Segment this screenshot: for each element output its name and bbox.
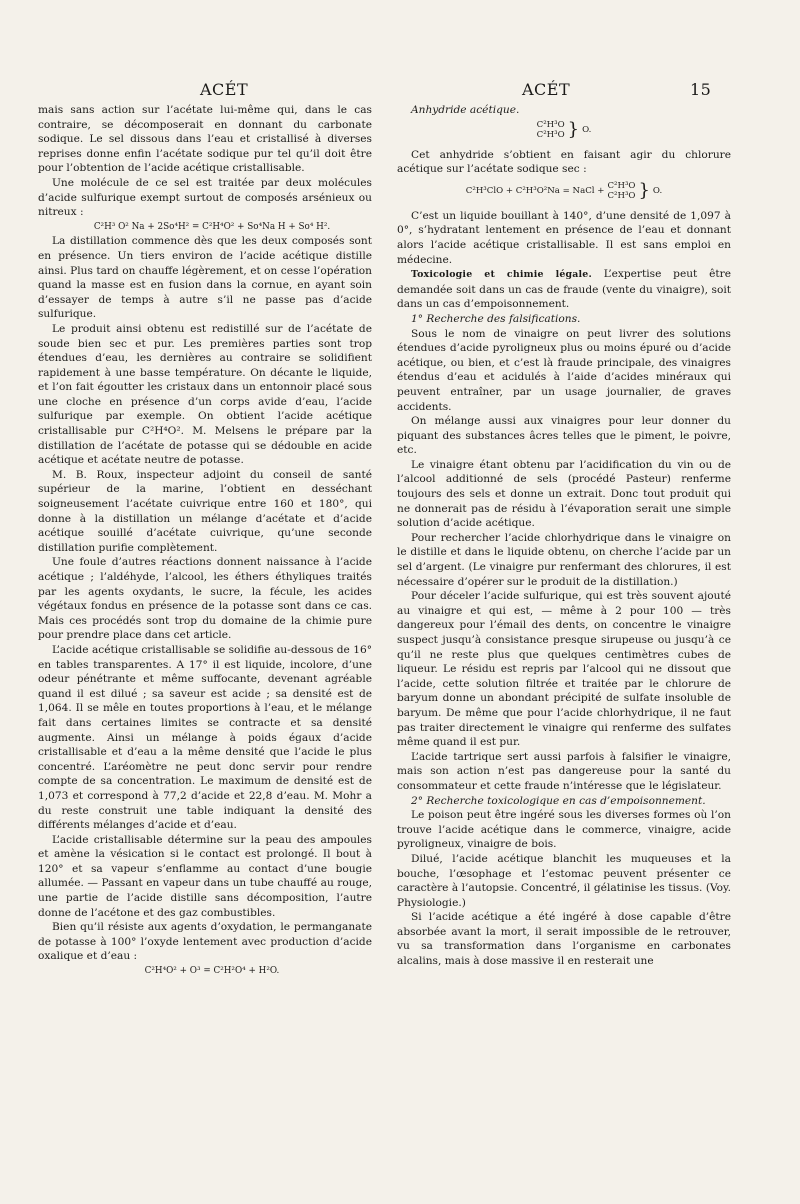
paragraph: Dilué, l’acide acétique blanchit les muqueuses et la bouche, l’œsophage et l’estomac peuvent présenter ce caractère à l’autopsie. Concentré, il gélatinise les tissus. (Voy. Physiologie.)	[397, 852, 731, 909]
paragraph: Bien qu’il résiste aux agents d’oxydation, le permanganate de potasse à 100° l’oxyde lentement avec production d’acide oxalique et d’eau :	[38, 921, 372, 963]
formula-part: C²H³O	[607, 180, 636, 191]
paragraph: M. B. Roux, inspecteur adjoint du conseil de santé supérieur de la marine, l’obtient en desséchant soigneusement l’acétate cuivrique entre 160 et 180°, qui donne à la distillation un mélange d’acétate et d’acide acétique souillé d’acétate cuivrique, qu’une seconde distillation purifie complètement.	[38, 468, 372, 554]
section-heading: Anhydride acétique.	[411, 104, 520, 116]
formula-part: C²H³ClO + C²H³O²Na = NaCl +	[465, 185, 605, 196]
left-running-head: ACÉT	[200, 80, 249, 99]
formula-part: C²H³O	[607, 190, 636, 201]
paragraph: L’acide acétique cristallisable se solidifie au-dessous de 16° en tables transparentes. A 17° il est liquide, incolore, d’une odeur pénétrante et même suffocante, devenant agréable quand il est dilué ; sa saveur est acide ; sa densité est de 1,064. Il se mêle en toutes proportions à l’eau, et le mélange fait dans certaines limites se contracte et sa densité augmente. Ainsi un mélange à poids égaux d’acide cristallisable et d’eau a la même densité que l’acide le plus concentré. L’aréomètre ne peut donc servir pour rendre compte de sa concentration. Le maximum de densité est de 1,073 et correspond à 77,2 d’acide et 22,8 d’eau. M. Mohr a du reste construit une table indiquant la densité des différents mélanges d’acide et d’eau.	[38, 643, 372, 832]
subsection-heading: 2° Recherche toxicologique en cas d’empoisonnement.	[411, 794, 706, 807]
paragraph: Une foule d’autres réactions donnent naissance à l’acide acétique ; l’aldéhyde, l’alcool, les éthers éthyliques traités par les agents oxydants, le sucre, la fécule, les acides végétaux fondus en présence de la potasse sont dans ce cas. Mais ces procédés sont trop du domaine de la chimie pure pour prendre place dans cet article.	[38, 556, 372, 642]
paragraph: mais sans action sur l’acétate lui-même qui, dans le cas contraire, se décomposerait en donnant du carbonate sodique. Le sel dissous dans l’eau et cristallisé à diverses reprises donne enfin l’acétate sodique pur tel qu’il doit être pour l’obtention de l’acide acétique cristallisable.	[38, 104, 372, 175]
paragraph: L’acide tartrique sert aussi parfois à falsifier le vinaigre, mais son action n’est pas dangereuse pour la santé du consommateur et cette fraude n’intéresse que le législateur.	[397, 750, 731, 792]
paragraph: Une molécule de ce sel est traitée par deux molécules d’acide sulfurique exempt surtout de composés arsénieux ou nitreux :	[38, 176, 372, 219]
anhydride-formula	[397, 120, 731, 140]
formula-part: C²H³O	[536, 119, 565, 130]
paragraph-text: L’expertise peut être demandée soit dans un cas de fraude (vente du vinaigre), soit dans un cas d’empoisonnement.	[397, 268, 732, 311]
paragraph: Cet anhydride s’obtient en faisant agir du chlorure acétique sur l’acétate sodique sec :	[397, 148, 731, 176]
paragraph	[397, 267, 731, 312]
formula-part: O.	[582, 124, 592, 135]
formula-part: O.	[652, 185, 663, 196]
page-number: 15	[690, 80, 712, 99]
chemical-formula: C²H³ O² Na + 2So⁴H² = C²H⁴O² + So⁴Na H + So⁴ H².	[93, 221, 331, 232]
brace-glyph: }	[567, 118, 580, 140]
paragraph: Le poison peut être ingéré sous les diverses formes où l’on trouve l’acide acétique dans le commerce, vinaigre, acide pyroligneux, vinaigre de bois.	[397, 809, 731, 851]
paragraph: C’est un liquide bouillant à 140°, d’une densité de 1,097 à 0°, s’hydratant lentement en présence de l’eau et donnant alors l’acide acétique cristallisable. Il est sans emploi en médecine.	[397, 209, 731, 266]
paragraph: Le produit ainsi obtenu est redistillé sur de l’acétate de soude bien sec et pur. Les premières parties sont trop étendues d’eau, les dernières au contraire se solidifient rapidement à une basse température. On décante le liquide, et l’on fait égoutter les cristaux dans un entonnoir placé sous une cloche en présence d’un corps avide d’eau, l’acide sulfurique par exemple. On obtient l’acide acétique cristallisable pur C²H⁴O². M. Melsens le prépare par la distillation de l’acétate de potasse qui se dédouble en acide acétique et acétate neutre de potasse.	[38, 322, 372, 467]
chemical-formula: C²H⁴O² + O³ = C²H²O⁴ + H²O.	[144, 966, 280, 977]
left-column	[38, 103, 372, 979]
paragraph: Le vinaigre étant obtenu par l’acidification du vin ou de l’alcool additionné de sels (procédé Pasteur) renferme toujours des sels et donne un extrait. Donc tout produit qui ne donnerait pas de résidu à l’évaporation serait une simple solution d’acide acétique.	[397, 458, 731, 530]
paragraph: L’acide cristallisable détermine sur la peau des ampoules et amène la vésication si le contact est prolongé. Il bout à 120° et sa vapeur s’enflamme au contact d’une bougie allumée. — Passant en vapeur dans un tube chauffé au rouge, une partie de l’acide distille sans décomposition, l’autre donne de l’acétone et des gaz combustibles.	[38, 833, 372, 919]
reaction-formula	[397, 181, 731, 201]
formula-part: C²H³O	[536, 129, 565, 140]
brace-glyph: }	[638, 179, 650, 201]
right-running-head: ACÉT	[522, 80, 571, 99]
paragraph: La distillation commence dès que les deux composés sont en présence. Un tiers environ de l’acide acétique distille ainsi. Plus tard on chauffe légèrement, et on cesse l’opération quand la masse est en fusion dans la cornue, en ayant soin d’essayer de temps à autre s’il ne passe pas d’acide sulfurique.	[38, 235, 372, 321]
paragraph: Pour déceler l’acide sulfurique, qui est très souvent ajouté au vinaigre et qui est, — même à 2 pour 100 — très dangereux pour l’émail des dents, on concentre le vinaigre suspect jusqu’à consistance presque sirupeuse ou jusqu’à ce qu’il ne reste plus que quelques centimètres cubes de liqueur. Le résidu est repris par l’alcool qui ne dissout que l’acide, cette solution filtrée et traitée par le chlorure de baryum donne un abondant précipité de sulfate insoluble de baryum. De même que pour l’acide chlorhydrique, il ne faut pas traiter directement le vinaigre qui renferme des sulfates même quand il est pur.	[397, 590, 731, 749]
paragraph: On mélange aussi aux vinaigres pour leur donner du piquant des substances âcres telles que le piment, le poivre, etc.	[397, 415, 731, 457]
paragraph: Pour rechercher l’acide chlorhydrique dans le vinaigre on le distille et dans le liquide obtenu, on cherche l’acide par un sel d’argent. (Le vinaigre pur renfermant des chlorures, il est nécessaire d’opérer sur le produit de la distillation.)	[397, 531, 731, 588]
subsection-heading: 1° Recherche des falsifications.	[411, 312, 581, 325]
paragraph: Sous le nom de vinaigre on peut livrer des solutions étendues d’acide pyroligneux plus ou moins épuré ou d’acide acétique, ou bien, et c’est là fraude principale, des vinaigres étendus d’eau et acidulés à l’aide d’acides minéraux qui peuvent entraîner, par un usage journalier, de graves accidents.	[397, 327, 731, 413]
section-label: Toxicologie et chimie légale.	[411, 269, 592, 281]
right-column	[397, 103, 731, 969]
paragraph: Si l’acide acétique a été ingéré à dose capable d’être absorbée avant la mort, il serait impossible de le retrouver, vu sa transformation dans l’organisme en carbonates alcalins, mais à dose massive il en resterait une	[397, 911, 731, 968]
